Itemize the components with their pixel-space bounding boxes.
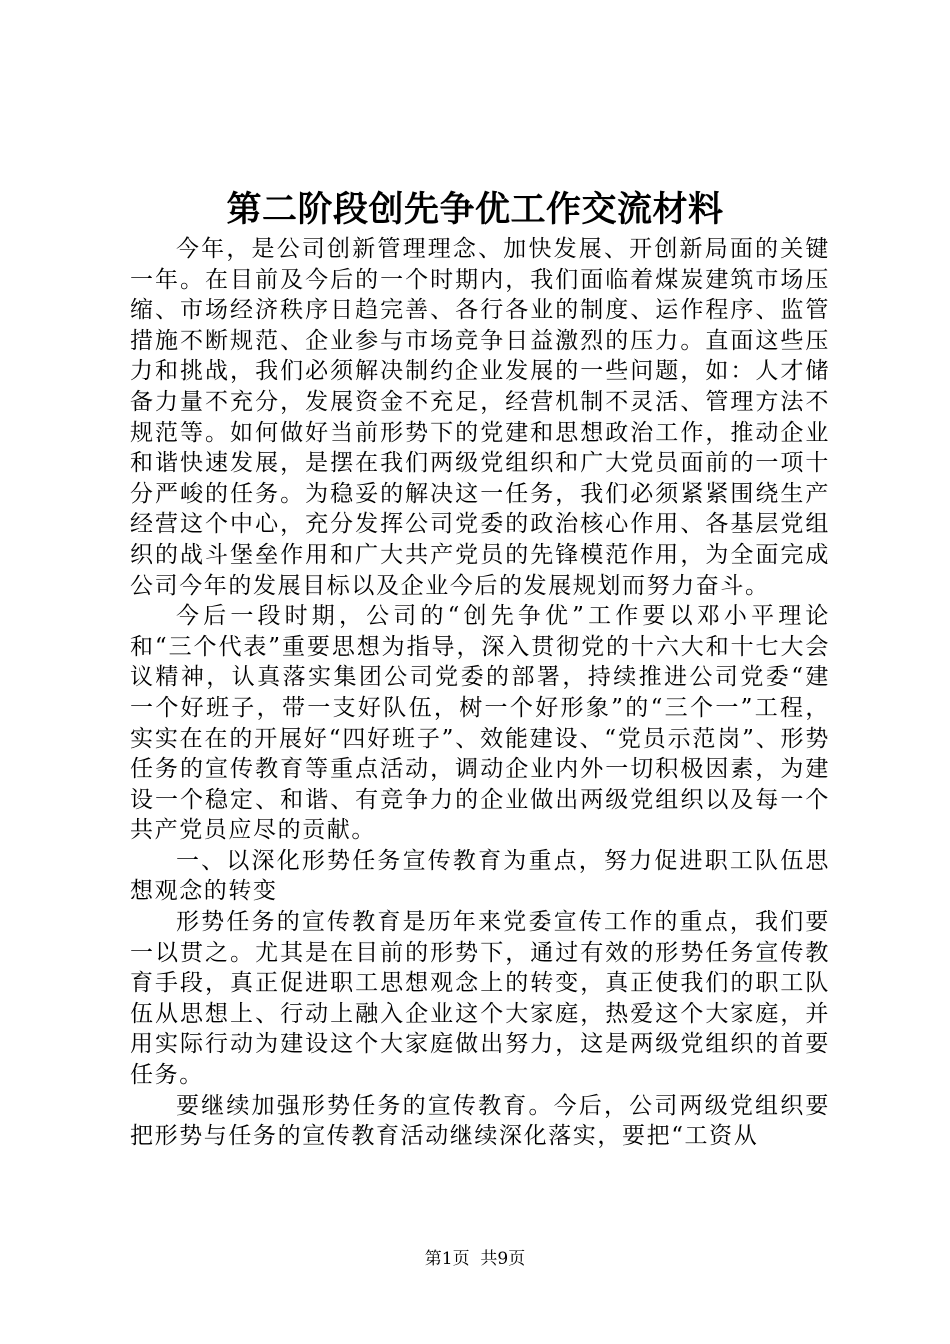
page-footer [0, 1248, 950, 1270]
paragraph: 今年，是公司创新管理理念、加快发展、开创新局面的关键一年。在目前及今后的一个时期内，我们面临着煤炭建筑市场压缩、市场经济秩序日趋完善、各行各业的制度、运作程序、监管措施不断规范、企业参与市场竞争日益激烈的压力。直面这些压力和挑战，我们必须解决制约企业发展的一些问题，如：人才储备力量不充分，发展资金不充足，经营机制不灵活、管理方法不规范等。如何做好当前形势下的党建和思想政治工作，推动企业和谐快速发展，是摆在我们两级党组织和广大党员面前的一项十分严峻的任务。为稳妥的解决这一任务，我们必须紧紧围绕生产经营这个中心，充分发挥公司党委的政治核心作用、各基层党组织的战斗堡垒作用和广大共产党员的先锋模范作用，为全面完成公司今年的发展目标以及企业今后的发展规划而努力奋斗。 [130, 236, 830, 599]
page-number: 第1页 [424, 1249, 470, 1269]
section-heading: 一、以深化形势任务宣传教育为重点，努力促进职工队伍思想观念的转变 [130, 847, 830, 905]
document-body [130, 234, 830, 1152]
document-title: 第二阶段创先争优工作交流材料 [226, 189, 724, 230]
page-total: 共9页 [480, 1249, 526, 1269]
paragraph: 形势任务的宣传教育是历年来党委宣传工作的重点，我们要一以贯之。尤其是在目前的形势下，通过有效的形势任务宣传教育手段，真正促进职工思想观念上的转变，真正使我们的职工队伍从思想上、行动上融入企业这个大家庭，热爱这个大家庭，并用实际行动为建设这个大家庭做出努力，这是两级党组织的首要任务。 [130, 909, 830, 1089]
footer-spacer [470, 1249, 481, 1269]
paragraph: 今后一段时期，公司的“创先争优”工作要以邓小平理论和“三个代表”重要思想为指导，深入贯彻党的十六大和十七大会议精神，认真落实集团公司党委的部署，持续推进公司党委“建一个好班子，带一支好队伍，树一个好形象”的“三个一”工程，实实在在的开展好“四好班子”、效能建设、“党员示范岗”、形势任务的宣传教育等重点活动，调动企业内外一切积极因素，为建设一个稳定、和谐、有竞争力的企业做出两级党组织以及每一个共产党员应尽的贡献。 [130, 603, 830, 844]
paragraph: 要继续加强形势任务的宣传教育。今后，公司两级党组织要把形势与任务的宣传教育活动继续深化落实，要把“工资从 [130, 1092, 830, 1150]
